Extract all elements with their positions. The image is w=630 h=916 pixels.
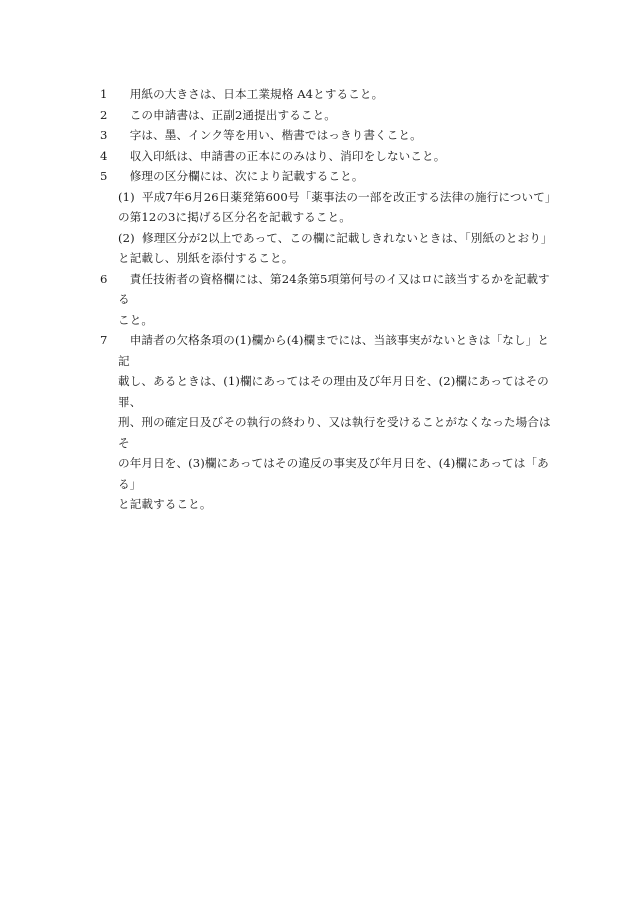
sub-item-line: の第12の3に掲げる区分名を記載すること。 <box>118 210 351 224</box>
instruction-item-4 <box>96 146 558 167</box>
instruction-item-5 <box>96 166 558 187</box>
item-text-line: こと。 <box>118 312 154 327</box>
item-number: 3 <box>100 128 108 142</box>
instructions-list <box>96 84 558 515</box>
item-number: 6 <box>100 271 108 286</box>
instruction-item-3 <box>96 125 558 146</box>
item-text-line: 申請者の欠格条項の(1)欄から(4)欄までには、当該事実がないときは「なし」と記 <box>118 333 550 368</box>
sub-item-line: 平成7年6月26日薬発第600号「薬事法の一部を改正する法律の施行について」 <box>142 189 557 204</box>
item-text: 用紙の大きさは、日本工業規格 A4とすること。 <box>118 87 384 101</box>
sub-item-number: (1) <box>118 189 135 204</box>
item-text-line: と記載すること。 <box>118 497 212 511</box>
sub-item-number: (2) <box>118 230 135 245</box>
instruction-item-6 <box>96 269 558 331</box>
item-text-line: 載し、あるときは、(1)欄にあってはその理由及び年月日を、(2)欄にあってはその罪、 <box>118 374 549 409</box>
item-number: 4 <box>100 148 108 163</box>
item-text-line: 責任技術者の資格欄には、第24条第5項第何号のイ又はロに該当するかを記載する <box>118 271 550 306</box>
sub-item-line: と記載し、別紙を添付すること。 <box>118 251 294 265</box>
item-number: 2 <box>100 107 108 122</box>
item-number: 1 <box>100 87 108 101</box>
item-text-line: 刑、刑の確定日及びその執行の終わり、又は執行を受けることがなくなった場合はそ <box>118 415 551 450</box>
item-number: 7 <box>100 333 108 347</box>
item-text: この申請書は、正副2通提出すること。 <box>118 107 336 122</box>
item-number: 5 <box>100 169 108 183</box>
item-text: 字は、墨、インク等を用い、楷書ではっきり書くこと。 <box>118 128 422 142</box>
instruction-item-1 <box>96 84 558 105</box>
item-text: 収入印紙は、申請書の正本にのみはり、消印をしないこと。 <box>118 148 446 163</box>
instruction-item-2 <box>96 105 558 126</box>
sub-item-line: 修理区分が2以上であって、この欄に記載しきれないときは、「別紙のとおり」 <box>142 230 553 245</box>
item-text-line: の年月日を、(3)欄にあってはその違反の事実及び年月日を、(4)欄にあっては「ある」 <box>118 456 549 491</box>
sub-item-5-1 <box>96 187 558 228</box>
item-text: 修理の区分欄には、次により記載すること。 <box>118 169 364 183</box>
sub-item-5-2 <box>96 228 558 269</box>
instruction-item-7 <box>96 330 558 515</box>
